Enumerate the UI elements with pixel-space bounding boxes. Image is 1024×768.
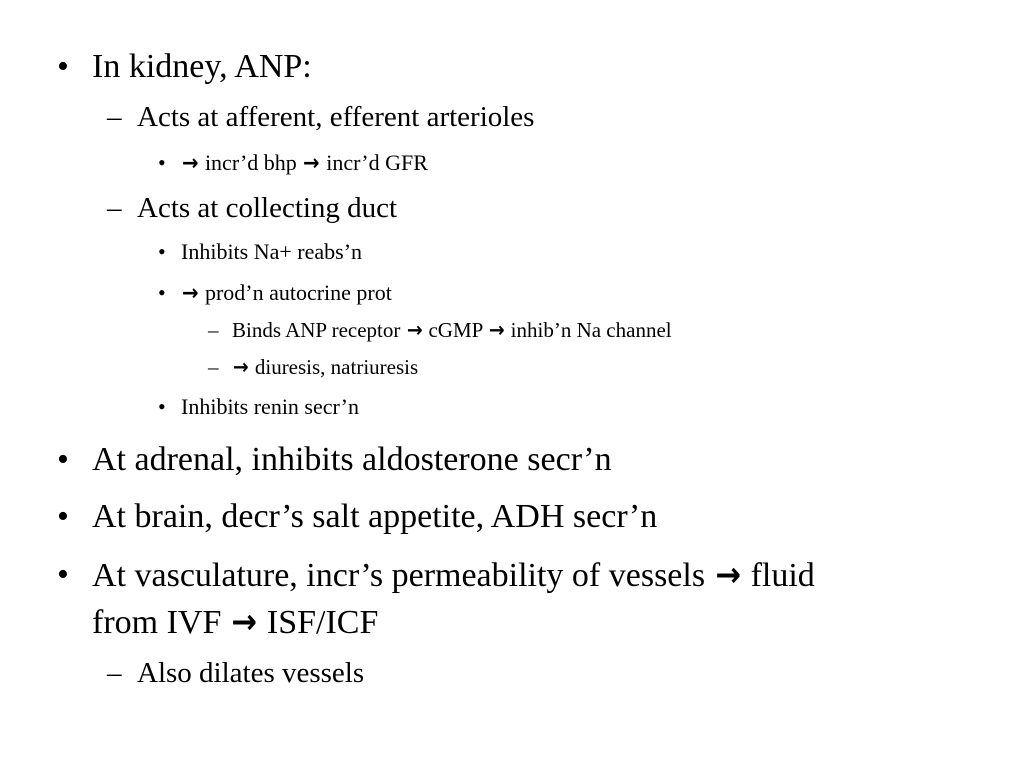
sub-sub-bullet-text: prod’n autocrine prot <box>204 280 392 305</box>
dash-marker: – <box>208 318 219 342</box>
arrow-icon: → <box>488 318 505 342</box>
arrow-icon: → <box>231 602 257 642</box>
bullet-content-line1 <box>92 555 815 595</box>
text-part-b: incr’d GFR <box>326 150 428 175</box>
bullet-text: At brain, decr’s salt appetite, ADH secr’n <box>92 498 658 535</box>
arrow-icon: → <box>406 318 423 342</box>
bullet-marker: • <box>57 48 69 85</box>
arrow-icon: → <box>303 151 320 176</box>
arrow-icon: → <box>181 281 199 306</box>
bullet-marker: • <box>57 556 69 593</box>
level4-bullet-content <box>232 357 418 378</box>
dash-marker: – <box>107 192 122 224</box>
bullet-marker: • <box>57 498 69 535</box>
sub-bullet-text: Acts at collecting duct <box>137 192 398 224</box>
bullet-vasculature-continued <box>92 602 379 642</box>
dash-marker: – <box>107 657 122 689</box>
sub-sub-bullet-content <box>181 282 392 305</box>
bullet-text: At adrenal, inhibits aldosterone secr’n <box>92 441 612 478</box>
bullet-marker: • <box>158 239 166 264</box>
bullet-marker: • <box>158 150 166 175</box>
arrow-icon: → <box>181 151 199 176</box>
text-part-a: At vasculature, incr’s permeability of vessels <box>92 557 706 594</box>
text-part-c: inhib’n Na channel <box>510 318 672 342</box>
bullet-marker: • <box>158 280 166 305</box>
bullet-marker: • <box>158 394 166 419</box>
dash-marker: – <box>107 101 122 133</box>
sub-sub-bullet-text: Inhibits Na+ reabs’n <box>181 239 363 264</box>
text-part-a: incr’d bhp <box>204 150 297 175</box>
sub-bullet-text: Acts at afferent, efferent arterioles <box>137 101 535 133</box>
text-part-a: Binds ANP receptor <box>232 318 401 342</box>
arrow-icon: → <box>715 555 741 595</box>
bullet-marker: • <box>57 441 69 478</box>
level4-bullet-text: diuresis, natriuresis <box>254 355 419 379</box>
bullet-text: In kidney, ANP: <box>92 48 312 85</box>
text-part-b: fluid <box>750 557 815 594</box>
sub-bullet-text: Also dilates vessels <box>137 657 365 689</box>
sub-sub-bullet-content <box>181 152 428 175</box>
level4-bullet-content <box>232 320 672 341</box>
dash-marker: – <box>208 355 219 379</box>
text-part-b: cGMP <box>428 318 483 342</box>
sub-sub-bullet-text: Inhibits renin secr’n <box>181 394 359 419</box>
text-part-a: from IVF <box>92 604 222 641</box>
arrow-icon: → <box>232 355 249 379</box>
text-part-b: ISF/ICF <box>266 604 379 641</box>
